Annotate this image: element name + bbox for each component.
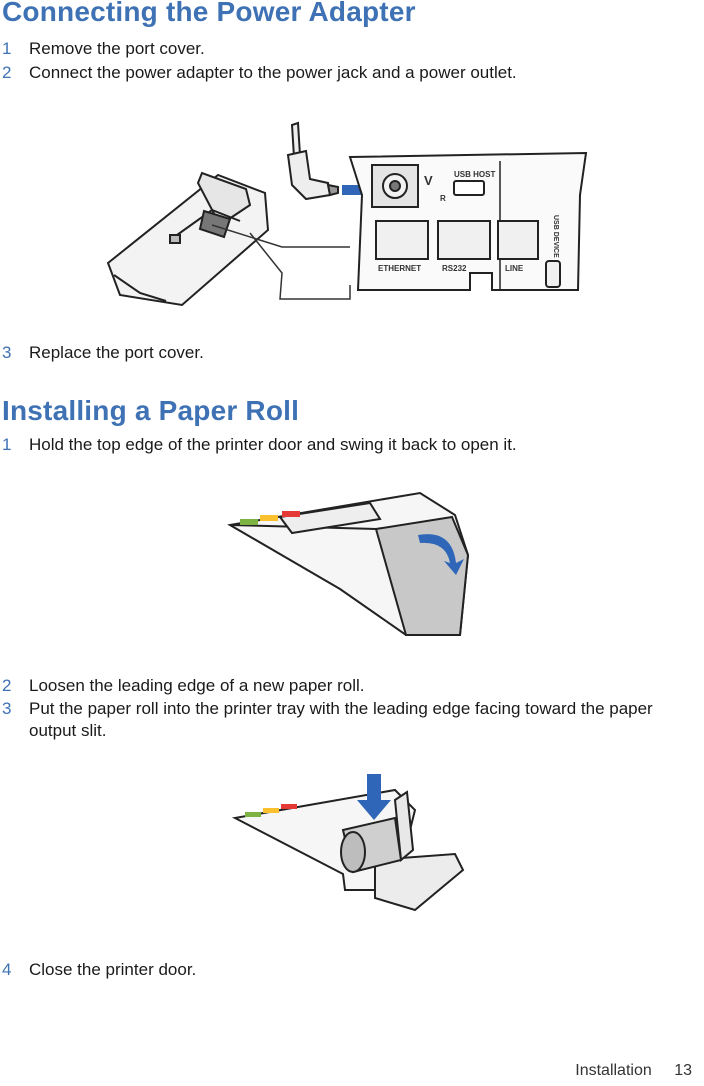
step-number: 2 [2,63,12,82]
power-plug-icon [288,123,338,199]
step-number: 3 [2,699,12,718]
step-number: 1 [2,435,12,454]
step-text: Hold the top edge of the printer door and swing it back to open it. [29,435,517,454]
footer-section: Installation [575,1062,652,1079]
keypad-red [282,511,300,517]
ethernet-label: ETHERNET [378,264,422,273]
rs232-label: RS232 [442,264,467,273]
step-text: Close the printer door. [29,960,197,979]
step-text: Replace the port cover. [29,343,204,362]
usb-host-label: USB HOST [454,170,496,179]
step-number: 1 [2,39,12,58]
step-number: 4 [2,960,12,979]
page-footer [557,1062,692,1086]
page-number: 13 [674,1062,692,1079]
step-number: 3 [2,343,12,362]
step-text: Put the paper roll into the printer tray with the leading edge facing toward the paper output slit. [29,699,653,740]
terminal-base-illustration [108,173,268,305]
volt-label: V [424,173,433,188]
section-title-paper-roll: Installing a Paper Roll [2,395,300,426]
step-text: Remove the port cover. [29,39,205,58]
r-label: R [440,194,446,203]
open-printer-door-illustration [220,485,480,645]
insert-paper-roll-illustration [225,770,470,920]
keypad-green [240,519,258,525]
keypad-red [281,804,297,809]
section-title-power-adapter: Connecting the Power Adapter [2,0,416,27]
step-text: Loosen the leading edge of a new paper roll. [29,676,365,695]
step-text: Connect the power adapter to the power jack and a power outlet. [29,63,517,82]
keypad-yellow [260,515,278,521]
step-number: 2 [2,676,12,695]
usb-device-label: USB DEVICE [552,215,559,258]
terminal-illustration [230,493,468,635]
keypad-green [245,812,261,817]
line-label: LINE [505,264,524,273]
keypad-yellow [263,808,279,813]
power-adapter-illustration [100,115,600,320]
